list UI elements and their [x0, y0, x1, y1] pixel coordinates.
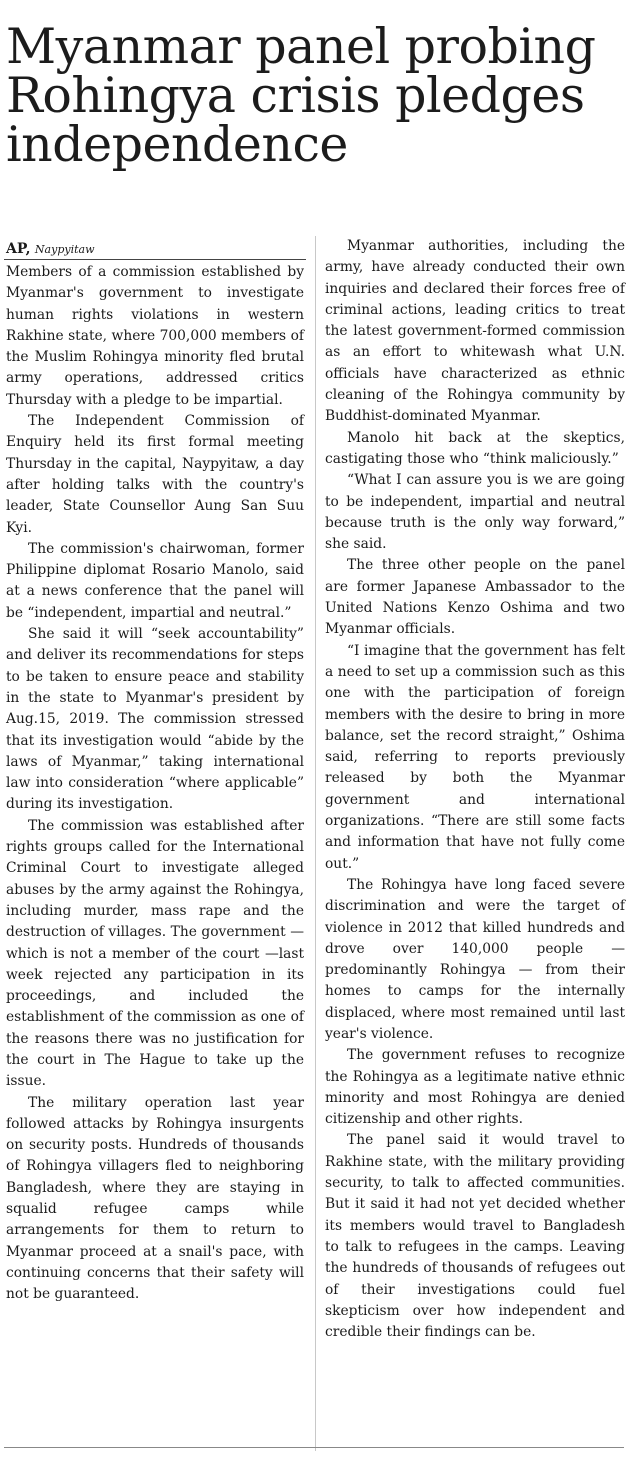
byline-place: Naypyitaw — [34, 243, 95, 256]
paragraph: The military operation last year followed attacks by Rohingya insurgents on security posts. Hundreds of thousands of Rohingya villagers fled to neighboring Bangladesh, where they are staying in squalid refugee camps while arrangements for them to return to Myanmar proceed at a snail's pace, with continuing concerns that their safety will not be guaranteed. — [6, 1094, 304, 1303]
article-column-right — [325, 236, 625, 1343]
byline-rule — [4, 259, 306, 260]
paragraph: She said it will “seek accountability” and deliver its recommendations for steps to be taken to ensure peace and stability in the state to Myanmar's president by Aug.15, 2019. The commission stressed that its investigation would “abide by the laws of Myanmar,” taking international law into consideration “where applicable” during its investigation. — [6, 626, 304, 813]
article-column-left — [6, 262, 304, 1306]
paragraph: The commission's chairwoman, former Philippine diplomat Rosario Manolo, said at a news conference that the panel will be “independent, impartial and neutral.” — [6, 540, 304, 621]
paragraph: The panel said it would travel to Rakhine state, with the military providing security, to talk to affected communities. But it said it had not yet decided whether its members would travel to Bangladesh to talk to refugees in the camps. Leaving the hundreds of thousands of refugees out of their investigations could fuel skepticism over how independent and credible their findings can be. — [325, 1132, 625, 1341]
paragraph: “What I can assure you is we are going to be independent, impartial and neutral because truth is the only way forward,” she said. — [325, 472, 625, 553]
paragraph: The commission was established after rights groups called for the International Criminal Court to investigate alleged abuses by the army against the Rohingya, including murder, mass rape and the destruction of villages. The government — which is not a member of the court —last week rejected any participation in its proceedings, and included the establishment of the commission as one of the reasons there was no justification for the court in The Hague to take up the issue. — [6, 817, 304, 1090]
paragraph: The government refuses to recognize the Rohingya as a legitimate native ethnic minority and most Rohingya are denied citizenship and other rights. — [325, 1047, 625, 1128]
column-divider — [315, 236, 316, 1451]
byline — [6, 241, 95, 258]
bottom-rule — [4, 1447, 624, 1448]
paragraph: Myanmar authorities, including the army, have already conducted their own inquiries and declared their forces free of criminal actions, leading critics to treat the latest government-formed commission as an effort to whitewash what U.N. officials have characterized as ethnic cleaning of the Rohingya community by Buddhist-dominated Myanmar. — [325, 238, 625, 425]
paragraph: Members of a commission established by Myanmar's government to investigate human rights violations in western Rakhine state, where 700,000 members of the Muslim Rohingya minority fled brutal army operations, addressed critics Thursday with a pledge to be impartial. — [6, 264, 304, 408]
paragraph: “I imagine that the government has felt a need to set up a commission such as this one with the participation of foreign members with the desire to bring in more balance, set the record straight,” Oshima said, referring to reports previously released by both the Myanmar government and international organizations. “There are still some facts and information that have not fully come out.” — [325, 642, 625, 872]
paragraph: The Rohingya have long faced severe discrimination and were the target of violence in 2012 that killed hundreds and drove over 140,000 people — predominantly Rohingya — from their homes to camps for the internally displaced, where most remained until last year's violence. — [325, 876, 625, 1042]
paragraph: The three other people on the panel are former Japanese Ambassador to the United Nations Kenzo Oshima and two Myanmar officials. — [325, 557, 625, 638]
byline-agency: AP, — [6, 241, 31, 257]
paragraph: The Independent Commission of Enquiry held its first formal meeting Thursday in the capital, Naypyitaw, a day after holding talks with the country's leader, State Counsellor Aung San Suu Kyi. — [6, 413, 304, 536]
headline: Myanmar panel probing Rohingya crisis pledges independence — [6, 18, 596, 173]
paragraph: Manolo hit back at the skeptics, castigating those who “think maliciously.” — [325, 429, 625, 467]
